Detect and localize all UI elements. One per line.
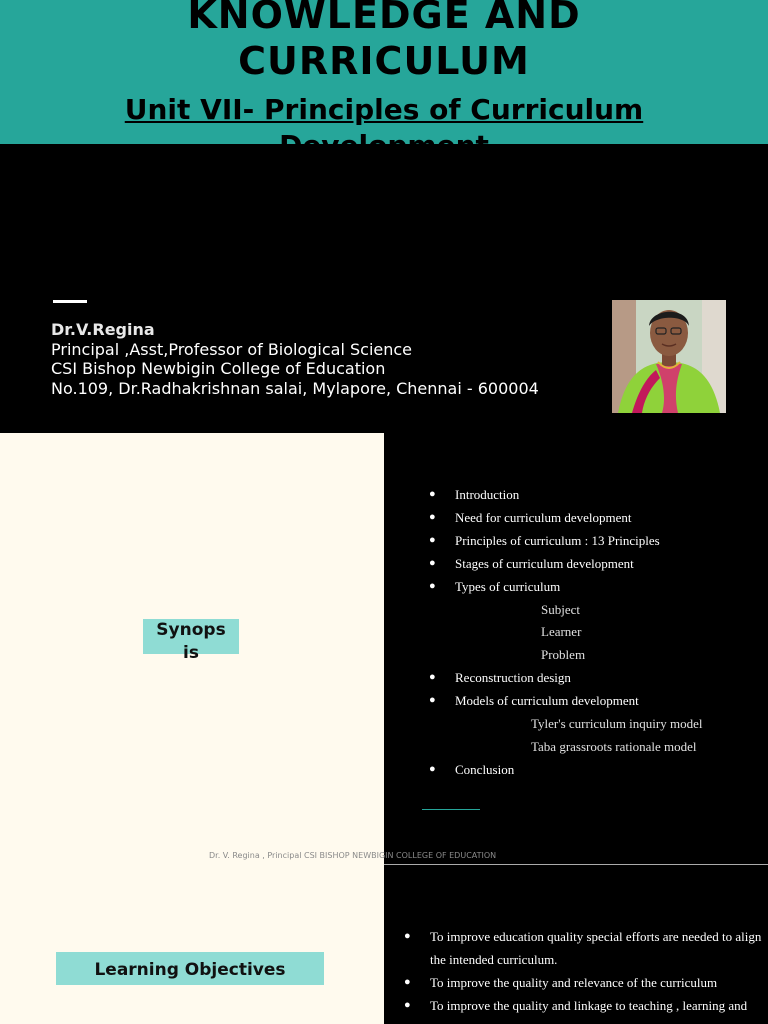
synopsis-item: Problem: [541, 647, 586, 663]
bullet-dot: ●: [404, 999, 411, 1011]
college-name: CSI Bishop Newbigin College of Education: [51, 359, 386, 378]
slide-footer: Dr. V. Regina , Principal CSI BISHOP NEWBIGIN COLLEGE OF EDUCATION: [209, 851, 497, 860]
synopsis-left-panel: [0, 433, 384, 1024]
slide-divider: [384, 864, 768, 865]
college-address: No.109, Dr.Radhakrishnan salai, Mylapore, Chennai - 600004: [51, 378, 539, 398]
objective-line: To improve the quality and relevance of the curriculum: [430, 975, 718, 990]
bullet-dot: ●: [429, 510, 436, 523]
synopsis-item: Types of curriculum: [455, 578, 561, 594]
synopsis-item: Taba grassroots rationale model: [531, 738, 697, 754]
bullet-dot: ●: [429, 671, 436, 684]
synopsis-item: Models of curriculum development: [455, 693, 639, 709]
synopsis-item: Introduction: [455, 487, 520, 502]
objective-line: To improve education quality special efforts are needed to align: [430, 929, 762, 944]
bullet-dot: ●: [429, 579, 436, 592]
accent-divider: [53, 300, 87, 303]
synopsis-item: Conclusion: [455, 761, 515, 777]
synopsis-item: Learner: [541, 624, 582, 640]
synopsis-underline: [422, 809, 480, 810]
synopsis-item: Need for curriculum development: [455, 509, 632, 525]
bullet-dot: ●: [404, 930, 411, 942]
author-photo: [612, 300, 726, 413]
bullet-dot: ●: [429, 762, 436, 775]
unit-title: Unit VII- Principles of Curriculum Development: [124, 93, 644, 162]
synopsis-item: Reconstruction design: [455, 670, 571, 686]
bullet-dot: ●: [429, 556, 436, 569]
bullet-dot: ●: [429, 694, 436, 707]
author-name: Dr.V.Regina: [51, 320, 155, 339]
author-role: Principal ,Asst,Professor of Biological Science: [51, 339, 413, 359]
synopsis-item: Tyler's curriculum inquiry model: [531, 716, 703, 731]
synopsis-item: Principles of curriculum : 13 Principles: [455, 532, 660, 548]
objective-line: To improve the quality and linkage to teaching , learning and: [430, 998, 748, 1013]
presentation-title: KNOWLEDGE AND CURRICULUM: [187, 0, 581, 83]
title-banner: [0, 0, 768, 162]
synopsis-heading: Synops is: [143, 619, 239, 654]
synopsis-item: Subject: [541, 601, 580, 617]
author-info: [51, 320, 539, 398]
objective-line: the intended curriculum.: [430, 952, 558, 967]
bullet-dot: ●: [404, 976, 411, 988]
synopsis-item: Stages of curriculum development: [455, 555, 634, 571]
bullet-dot: ●: [429, 533, 436, 546]
bullet-dot: ●: [429, 488, 436, 500]
learning-objectives-heading: Learning Objectives: [56, 952, 324, 985]
